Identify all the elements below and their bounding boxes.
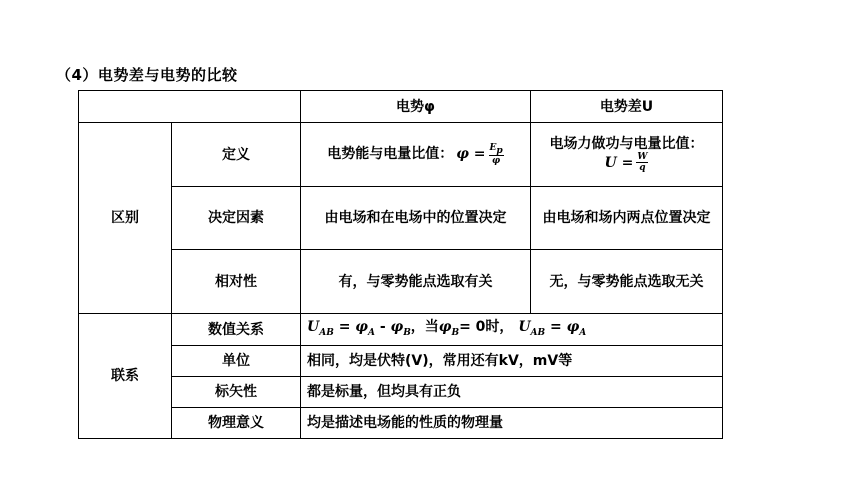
formula-text-zero: = 0时， [459,318,514,335]
row-label-vector: 标矢性 [172,377,301,408]
table-row [79,187,723,250]
formula-text-when: ，当 [410,318,439,335]
formula-eq: = [338,318,356,335]
header-potential-diff [531,91,723,123]
header-blank-cell [79,91,301,123]
definition-potential-fraction [489,143,504,167]
definition-diff-fraction [636,152,648,173]
formula-phi-b2: φ [438,318,452,335]
table-row [79,123,723,187]
definition-diff-lhs: U = [604,154,634,171]
table-header-row [79,91,723,123]
row-label-unit: 单位 [172,346,301,377]
formula-eq2: = [550,318,567,335]
definition-potential-lhs: φ = [456,146,486,163]
row-label-definition: 定义 [172,123,301,187]
formula-phi-b: φ [390,318,404,335]
determining-potential: 由电场和在电场中的位置决定 [301,187,531,250]
group-difference: 区别 [79,123,172,314]
table-row [79,377,723,408]
formula-phi-b2-sub: B [451,327,460,338]
header-potential [301,91,531,123]
fraction-numerator: E [489,142,497,153]
group-connection: 联系 [79,314,172,439]
numeric-relation-cell [301,314,723,346]
definition-potential-cell [301,123,531,187]
vector-value: 都是标量，但均具有正负 [301,377,723,408]
row-label-physical: 物理意义 [172,408,301,439]
fraction-numerator: W [637,152,648,162]
definition-potential-text: 电势能与电量比值： [327,146,454,163]
table-row [79,314,723,346]
table-row [79,346,723,377]
determining-diff: 由电场和场内两点位置决定 [531,187,723,250]
formula-phi-b-sub: B [403,327,411,338]
row-label-relativity: 相对性 [172,250,301,314]
formula-u-sub: AB [319,327,334,338]
fraction-denominator: q [639,163,646,173]
fraction-denominator: φ [492,156,501,167]
formula-phi-a: φ [355,318,368,335]
unit-value: 相同，均是伏特(V)，常用还有kV，mV等 [301,346,723,377]
comparison-table [78,90,723,439]
relativity-potential: 有，与零势能点选取有关 [301,250,531,314]
definition-diff-text: 电场力做功与电量比值： [549,136,704,152]
relativity-diff: 无，与零势能点选取无关 [531,250,723,314]
table-row [79,408,723,439]
row-label-determining: 决定因素 [172,187,301,250]
formula-phi-a2: φ [566,318,580,335]
fraction-numerator-sub: p [496,145,503,156]
physical-value: 均是描述电场能的性质的物理量 [301,408,723,439]
table-row [79,250,723,314]
formula-u2: U [518,318,531,335]
formula-phi-a-sub: A [367,327,375,338]
formula-minus: - [379,318,391,335]
row-label-numeric: 数值关系 [172,314,301,346]
header-potential-diff-label: 电势差U [599,98,654,115]
header-potential-label: 电势φ [396,98,435,115]
formula-phi-a2-sub: A [579,327,587,338]
formula-u2-sub: AB [530,327,546,338]
section-heading: （4）电势差与电势的比较 [56,66,238,84]
definition-diff-cell [531,123,723,187]
formula-u: U [307,318,320,335]
